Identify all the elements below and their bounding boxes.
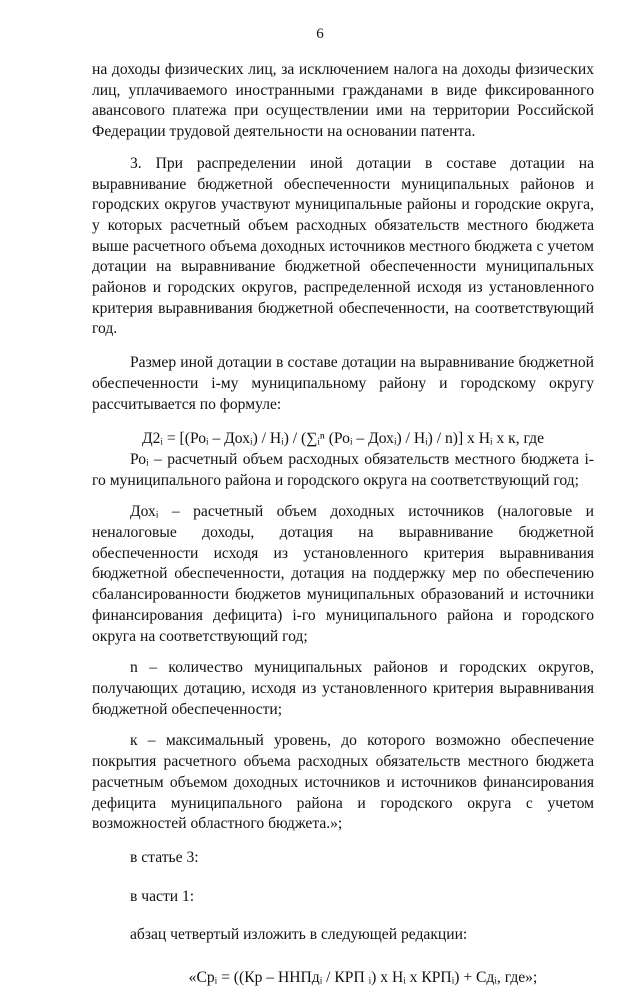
paragraph-abzac: абзац четвертый изложить в следующей редакции:	[130, 926, 468, 944]
definition-k: к – максимальный уровень, до которого возможно обеспечение покрытия расчетного объема расходных обязательств местного бюджета расчетным объемом доходных источников и источников финансирования дефицита муниципального района и городского округа с учетом возможностей областного бюджета.»;	[92, 732, 594, 833]
definition-ro: Роᵢ – расчетный объем расходных обязательств местного бюджета i-го муниципального района и городского округа на соответствующий год;	[92, 450, 594, 489]
paragraph-article-3: в статье 3:	[130, 848, 199, 866]
formula-sr: «Срᵢ = ((Кр – ННПдᵢ / КРП ᵢ) х Нᵢ х КРПᵢ) + Сдᵢ, где»;	[188, 969, 538, 987]
paragraph-1: на доходы физических лиц, за исключением налога на доходы физических лиц, уплачиваемого иностранными гражданами в виде фиксированного авансового платежа при осуществлении ими на территории Российской Федерации трудовой деятельности на основании патента.	[92, 61, 594, 141]
paragraph-2: 3. При распределении иной дотации в составе дотации на выравнивание бюджетной обеспеченности муниципальных районов и городских округов участвуют муниципальные районы и городские округа, у которых расчетный объем расходных обязательств местного бюджета выше расчетного объема доходных источников местного бюджета с учетом дотации на выравнивание бюджетной обеспеченности муниципальных районов и городских округов, распределенной исходя из установленного критерия выравнивания бюджетной обеспеченности, на соответствующий год.	[92, 154, 594, 338]
page-number: 6	[316, 26, 324, 42]
document-body	[92, 60, 594, 989]
paragraph-3: Размер иной дотации в составе дотации на выравнивание бюджетной обеспеченности i-му муниципальному району и городскому округу рассчитывается по формуле:	[92, 354, 594, 413]
formula-d2: Д2ᵢ = [(Роᵢ – Дохᵢ) / Нᵢ) / (∑ᵢⁿ (Роᵢ – Дохᵢ) / Нᵢ) / n)] х Нᵢ х к, где	[141, 430, 544, 448]
definition-dox: Дохᵢ – расчетный объем доходных источников (налоговые и неналоговые доходы, дотация на выравнивание бюджетной обеспеченности исходя из установленного критерия выравнивания бюджетной обеспеченности, дотация на поддержку мер по обеспечению сбалансированности бюджетов муниципальных образований и источники финансирования дефицита) i-го муниципального района и городского округа на соответствующий год;	[92, 503, 594, 645]
paragraph-part-1: в части 1:	[130, 887, 195, 905]
definition-n: n – количество муниципальных районов и городских округов, получающих дотацию, исходя из установленного критерия выравнивания бюджетной обеспеченности;	[92, 659, 594, 718]
